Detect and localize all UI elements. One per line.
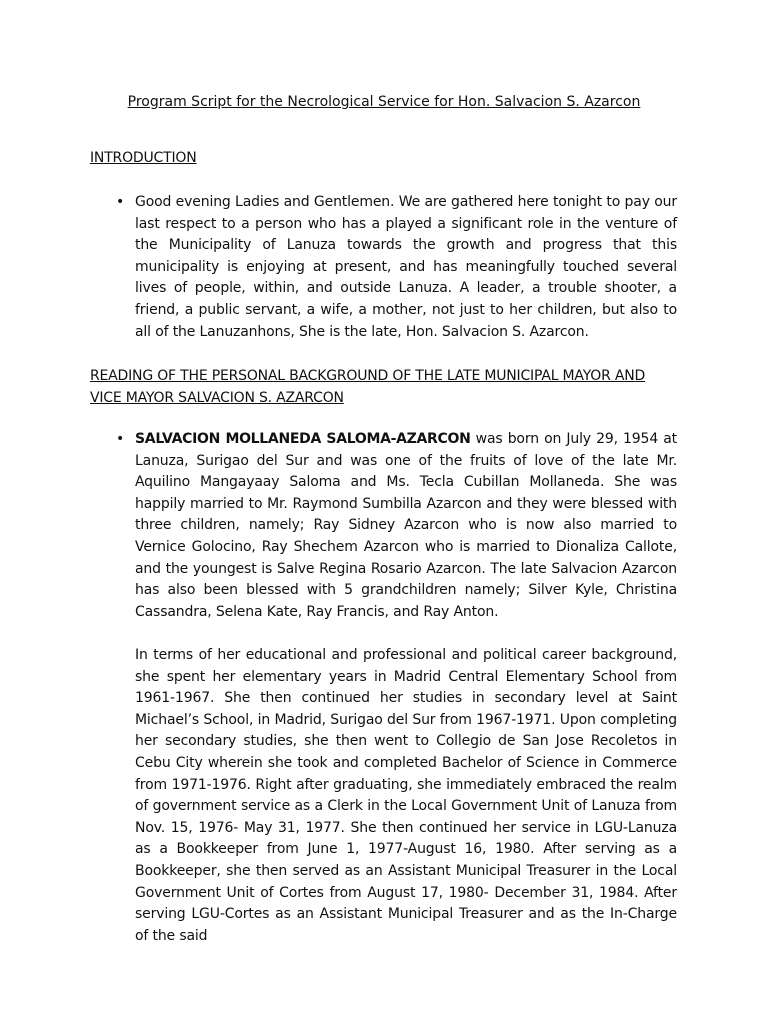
document-title: Program Script for the Necrological Service for Hon. Salvacion S. Azarcon: [127, 94, 641, 110]
background-paragraph-1-text: was born on July 29, 1954 at Lanuza, Surigao del Sur and was one of the fruits of love of the late Mr. Aquilino Mangayaay Saloma and Ms. Tecla Cubillan Mollaneda. She was happily married to Mr. Raymond Sumbilla Azarcon and they were blessed with three children, namely; Ray Sidney Azarcon who is now also married to Vernice Golocino, Ray Shechem Azarcon who is married to Dionaliza Callote, and the youngest is Salve Regina Rosario Azarcon. The late Salvacion Azarcon has also been blessed with 5 grandchildren namely; Silver Kyle, Christina Cassandra, Selena Kate, Ray Francis, and Ray Anton.: [135, 431, 677, 620]
bullet-icon: •: [116, 431, 125, 447]
background-paragraph-2: In terms of her educational and professional and political career background, she spent her elementary years in Madrid Central Elementary School from 1961-1967. She then continued her studies in secondary level at Saint Michael’s School, in Madrid, Surigao del Sur from 1967-1971. Upon completing her secondary studies, she then went to Collegio de San Jose Recoletos in Cebu City wherein she took and completed Bachelor of Science in Commerce from 1971-1976. Right after graduating, she immediately embraced the realm of government service as a Clerk in the Local Government Unit of Lanuza from Nov. 15, 1976- May 31, 1977. She then continued her service in LGU-Lanuza as a Bookkeeper from June 1, 1977-August 16, 1980. After serving as a Bookkeeper, she then served as an Assistant Municipal Treasurer in the Local Government Unit of Cortes from August 17, 1980- December 31, 1984. After serving LGU-Cortes as an Assistant Municipal Treasurer and as the In-Charge of the said: [135, 647, 677, 944]
background-paragraph-1: [135, 429, 677, 623]
subject-full-name: SALVACION MOLLANEDA SALOMA-AZARCON: [135, 431, 471, 447]
introduction-paragraph: Good evening Ladies and Gentlemen. We are gathered here tonight to pay our last respect to a person who has a played a significant role in the venture of the Municipality of Lanuza towards the growth and progress that this municipality is enjoying at present, and has meaningfully touched several lives of people, within, and outside Lanuza. A leader, a trouble shooter, a friend, a public servant, a wife, a mother, not just to her children, but also to all of the Lanuzanhons, She is the late, Hon. Salvacion S. Azarcon.: [135, 194, 677, 340]
bullet-icon: •: [116, 194, 125, 210]
introduction-heading: INTRODUCTION: [90, 150, 197, 166]
background-heading: READING OF THE PERSONAL BACKGROUND OF THE LATE MUNICIPAL MAYOR AND VICE MAYOR SALVACION S. AZARCON: [90, 368, 646, 406]
